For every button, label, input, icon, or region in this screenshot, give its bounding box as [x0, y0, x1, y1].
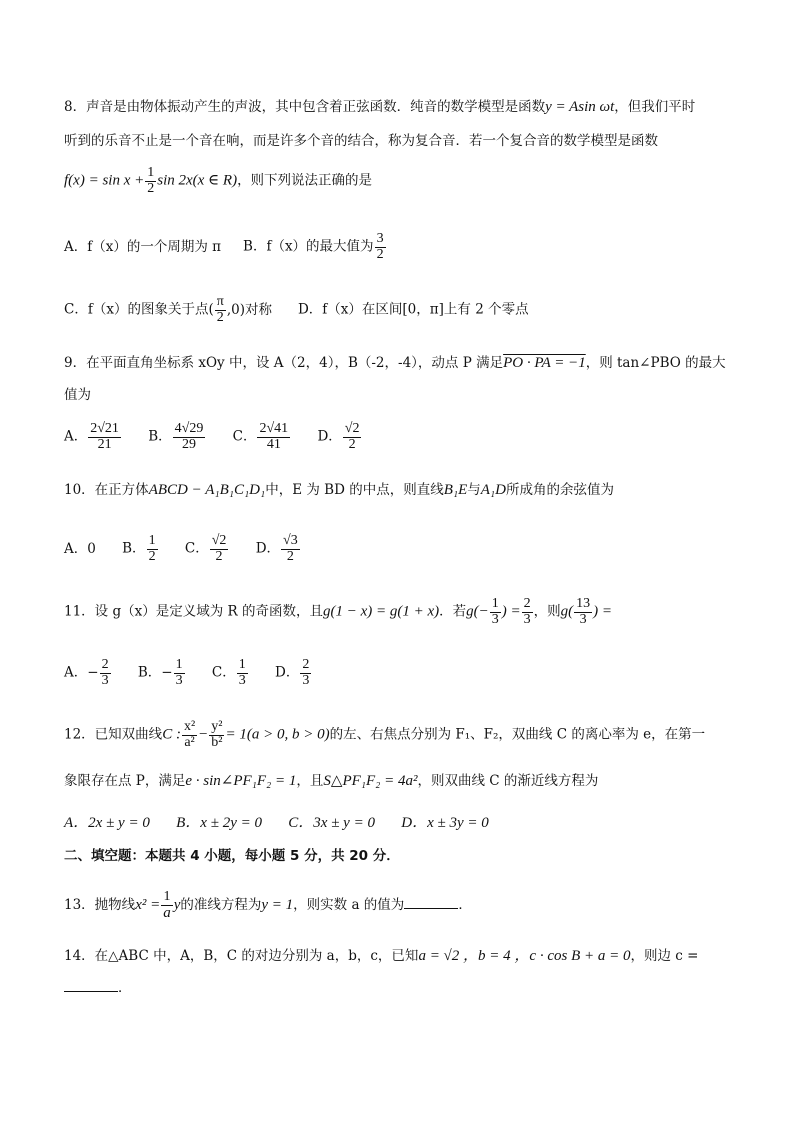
- q9-line1: [64, 353, 726, 373]
- q12-line1: [64, 720, 705, 750]
- q10-text-mid: 中，E 为 BD 的中点，则直线: [265, 482, 444, 498]
- q13-rhs: y: [173, 897, 181, 914]
- option-label: A．−: [64, 664, 99, 681]
- q10-cube: ABCD − A₁B₁C₁D₁: [148, 482, 266, 498]
- q14-answer-blank[interactable]: [64, 979, 118, 992]
- option-frac: [343, 422, 362, 452]
- q12-text: 12．已知双曲线: [64, 726, 163, 743]
- frac-num: 13: [576, 596, 591, 611]
- q11-val-frac: [522, 597, 533, 627]
- q13-eq: y = 1: [261, 897, 294, 914]
- frac-den: 3: [101, 672, 109, 688]
- frac-den: 2: [286, 548, 294, 564]
- option-label: B．−: [137, 664, 173, 681]
- q10-option-b: [122, 534, 158, 564]
- q8-func-left: f(x) = sin x +: [64, 172, 145, 189]
- q13-lhs: x² =: [135, 897, 161, 914]
- q12-text-end: 的左、右焦点分别为 F₁、F₂，双曲线 C 的离心率为 e，在第一: [329, 726, 706, 743]
- q13-line: [64, 890, 472, 921]
- q9-option-b: [148, 422, 206, 452]
- q11-text-mid: ．若: [439, 603, 467, 620]
- q11-option-c: [212, 658, 249, 688]
- q10-and: 与: [467, 482, 481, 498]
- q8-option-b: B．f（x）的最大值为: [243, 238, 374, 255]
- q11-g-eq: ) =: [501, 603, 521, 620]
- option-label: D．: [255, 540, 281, 557]
- q13-answer-blank[interactable]: [404, 896, 458, 909]
- q14-text-end: ，则边 c =: [630, 948, 699, 964]
- q8-option-c-frac: [215, 295, 226, 325]
- q8-model: y = Asin ωt: [545, 99, 615, 115]
- frac-num: 1: [175, 657, 183, 672]
- q8-func-frac: [145, 166, 156, 196]
- frac-den: 3: [238, 672, 246, 688]
- frac-num: 1: [491, 596, 499, 611]
- q12-line2: [64, 771, 598, 791]
- q9-vector-expr: PO · PA = −1: [503, 355, 586, 371]
- q9-text: 9．在平面直角坐标系 xOy 中，设 A（2，4），B（-2，-4），动点 P 满足: [64, 355, 504, 371]
- q9-options: [64, 422, 384, 452]
- q8-option-c-post: ,0)对称: [226, 301, 272, 318]
- q10-text: 10．在正方体: [64, 482, 149, 498]
- q12-y-frac: [209, 720, 224, 750]
- q8-line3-end: ，则下列说法正确的是: [237, 172, 373, 189]
- q11-text-mid2: ，则: [533, 603, 561, 620]
- q11-cond: g(1 − x) = g(1 + x): [322, 603, 440, 620]
- q12-area: S△PF₁F₂ = 4a²: [323, 773, 418, 789]
- period: ．: [458, 897, 472, 914]
- frac-num: 2: [101, 657, 109, 672]
- q8-text-end: ，但我们平时: [614, 99, 696, 115]
- frac-den: 3: [175, 672, 183, 688]
- q11-ask-pre: g(: [560, 603, 574, 620]
- frac-num: 2: [523, 596, 531, 611]
- q12-curve-name: C :: [162, 726, 181, 743]
- frac-num: 2√21: [90, 421, 119, 436]
- paren: (: [208, 301, 214, 318]
- q14-line2: [64, 978, 132, 998]
- frac-num: y²: [211, 719, 223, 734]
- option-label: D．: [275, 664, 300, 681]
- q8-text: 8．声音是由物体振动产生的声波，其中包含着正弦函数．纯音的数学模型是函数: [64, 99, 546, 115]
- q12-minus: −: [198, 726, 209, 743]
- option-label: C．: [232, 428, 257, 445]
- q9-option-c: [233, 422, 292, 452]
- frac-num: √3: [283, 533, 298, 548]
- option-frac: [88, 422, 121, 452]
- q8-options-ab: [64, 232, 387, 262]
- q12-x-frac: [182, 720, 197, 750]
- frac-den: b²: [211, 734, 223, 750]
- frac-den: 3: [523, 611, 531, 627]
- frac-num: 4√29: [174, 421, 204, 436]
- frac-den: 29: [182, 436, 196, 452]
- q11-option-a: [64, 658, 112, 688]
- q11-g-frac: [490, 597, 501, 627]
- q8-option-a: A．f（x）的一个周期为 π: [64, 238, 222, 255]
- frac-den: 41: [266, 436, 281, 452]
- frac-num: 1: [147, 165, 155, 180]
- q11-line1: [64, 597, 612, 627]
- q11-option-d: [275, 658, 312, 688]
- frac-num: 1: [238, 657, 246, 672]
- q8-line2: [64, 131, 658, 151]
- option-label: B．: [122, 540, 146, 557]
- q14-cond: a = √2 ，b = 4 ，c · cos B + a = 0: [418, 948, 631, 964]
- frac-num: 1: [148, 533, 156, 548]
- option-label: A．: [64, 428, 88, 445]
- q13-text-mid: 的准线方程为: [180, 897, 262, 914]
- q13-text-end: ，则实数 a 的值为: [293, 897, 405, 914]
- q8-option-d: D．f（x）在区间[0，π]上有 2 个零点: [297, 301, 529, 318]
- q10-option-d: [256, 534, 301, 564]
- q12-option-a: A．2x ± y = 0: [64, 815, 150, 831]
- q13-text: 13．抛物线: [64, 897, 136, 914]
- option-frac: [100, 658, 111, 688]
- q8-option-c: C．f（x）的图象关于点: [64, 301, 209, 318]
- q10-text-end: 所成角的余弦值为: [505, 482, 614, 498]
- q9-text-end: ，则 tan∠PBO 的最大: [585, 355, 726, 371]
- frac-den: 3: [579, 611, 587, 627]
- frac-den: 2: [147, 180, 155, 196]
- frac-den: 21: [97, 436, 112, 452]
- option-frac: [300, 658, 311, 688]
- option-frac: [237, 658, 248, 688]
- q10-line1: [64, 480, 614, 500]
- frac-num: x²: [183, 719, 196, 734]
- option-frac: [173, 422, 206, 452]
- frac-num: 2: [302, 657, 310, 672]
- period: ．: [118, 980, 132, 996]
- q12-text2-end: ，则双曲线 C 的渐近线方程为: [417, 773, 599, 789]
- option-label: C．: [211, 664, 236, 681]
- q10-option-a: A．0: [64, 540, 96, 557]
- option-label: B．: [148, 428, 172, 445]
- q12-option-b: B．x ± 2y = 0: [176, 815, 262, 831]
- frac-den: 3: [491, 611, 499, 627]
- q11-text: 11．设 g（x）是定义域为 R 的奇函数，且: [64, 603, 323, 620]
- q8-line3: [64, 166, 372, 196]
- frac-num: √2: [344, 421, 360, 436]
- q12-options: [64, 813, 511, 833]
- section-heading: 二、填空题：本题共 4 小题，每小题 5 分，共 20 分．: [64, 848, 400, 864]
- frac-num: π: [216, 294, 224, 309]
- q12-curve-rest: = 1(a > 0, b > 0): [225, 726, 330, 743]
- q11-option-b: [138, 658, 186, 688]
- frac-den: a²: [184, 734, 195, 750]
- q12-cond: e · sin∠PF₁F₂ = 1: [185, 773, 297, 789]
- q8-options-cd: [64, 295, 529, 325]
- q11-ask-frac: [574, 597, 592, 627]
- q8-option-b-frac: [375, 232, 386, 262]
- option-label: D．: [317, 428, 342, 445]
- frac-den: 3: [302, 672, 310, 688]
- option-frac: [210, 534, 229, 564]
- q12-text2: 象限存在点 P，满足: [64, 773, 186, 789]
- q8-text2: 听到的乐音不止是一个音在响，而是许多个音的结合，称为复合音．若一个复合音的数学模型是函数: [64, 133, 658, 149]
- q10-options: [64, 534, 323, 564]
- q12-option-d: D．x ± 3y = 0: [401, 815, 489, 831]
- q11-g-pre: g(−: [466, 603, 489, 620]
- q11-options: [64, 658, 334, 688]
- q9-text2: 值为: [64, 387, 91, 403]
- q12-option-c: C．3x ± y = 0: [288, 815, 375, 831]
- frac-den: 2: [216, 309, 224, 325]
- q8-func-right: sin 2x(x ∈ R): [157, 172, 238, 189]
- q9-line2: [64, 385, 91, 405]
- frac-num: √2: [211, 533, 227, 548]
- q10-option-c: [185, 534, 230, 564]
- frac-den: 2: [148, 548, 156, 564]
- option-label: C．: [184, 540, 209, 557]
- q11-ask-post: ) =: [593, 603, 613, 620]
- frac-den: 2: [376, 246, 384, 262]
- q9-option-a: [64, 422, 122, 452]
- q10-line-a1d: A₁D: [480, 482, 506, 498]
- q9-option-d: [317, 422, 362, 452]
- q12-text2-mid: ，且: [296, 773, 324, 789]
- frac-num: 3: [376, 231, 384, 246]
- option-frac: [174, 658, 185, 688]
- frac-num: 2√41: [259, 421, 289, 436]
- q13-frac: [161, 890, 173, 921]
- q14-text: 14．在△ABC 中，A，B，C 的对边分别为 a，b，c，已知: [64, 948, 419, 964]
- option-frac: [147, 534, 158, 564]
- q8-line1: [64, 97, 695, 117]
- q14-line1: [64, 946, 698, 966]
- q10-line-b1e: B₁E: [443, 482, 468, 498]
- frac-den: a: [163, 904, 171, 921]
- frac-num: 1: [161, 890, 173, 906]
- option-frac: [257, 422, 290, 452]
- option-frac: [281, 534, 300, 564]
- frac-den: 2: [215, 548, 223, 564]
- frac-den: 2: [348, 436, 356, 452]
